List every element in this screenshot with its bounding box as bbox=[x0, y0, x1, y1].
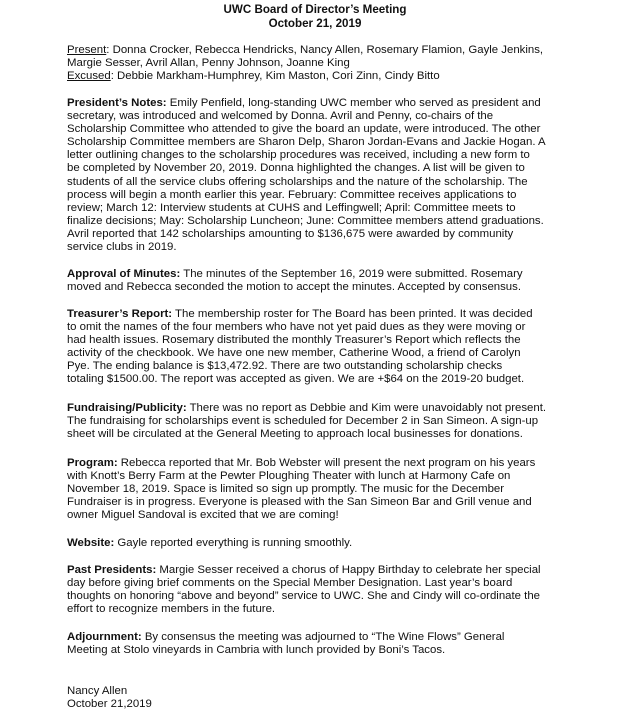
section-line: to omit the names of the four members who have not yet paid dues as they were moving or bbox=[67, 321, 526, 334]
section-line: with Knott’s Berry Farm at the Pewter Ploughing Theater with lunch at Harmony Cafe on bbox=[67, 470, 511, 483]
document-title: UWC Board of Director’s Meeting bbox=[223, 3, 407, 16]
signature-date: October 21,2019 bbox=[67, 698, 152, 711]
section-line: had health issues. Rosemary distributed the monthly Treasurer’s Report which reflects the bbox=[67, 334, 521, 347]
section-line: November 18, 2019. Space is limited so sign up promptly. The music for the December bbox=[67, 483, 505, 496]
present-line-2: Margie Sesser, Avril Allan, Penny Johnson, Joanne King bbox=[67, 57, 350, 70]
section-line: Pye. The ending balance is $13,472.92. There are two outstanding scholarship checks bbox=[67, 360, 503, 373]
section-line: letter outlining changes to the scholarship procedures was received, including a new form to bbox=[67, 149, 530, 162]
section-line: owner Miguel Sandoval is excited that we are coming! bbox=[67, 509, 339, 522]
section-line: day before giving brief comments on the Special Member Designation. Last year’s board bbox=[67, 577, 513, 590]
signature-block bbox=[67, 685, 627, 711]
section-line: By consensus the meeting was adjourned to “The Wine Flows” General bbox=[141, 631, 505, 643]
section-line: The minutes of the September 16, 2019 were submitted. Rosemary bbox=[180, 268, 523, 280]
section-line: The fundraising for scholarships event is scheduled for December 2 in San Simeon. A sign-up bbox=[67, 415, 539, 428]
section-presidents-notes bbox=[67, 97, 627, 254]
section-line: Scholarship Committee who attended to give the board an update, were introduced. The other bbox=[67, 123, 541, 136]
section-line: Rebecca reported that Mr. Bob Webster will present the next program on his years bbox=[117, 457, 536, 469]
section-line: students of all the service clubs offering scholarships and the nature of the scholarship. The bbox=[67, 175, 528, 188]
section-line: Fundraiser is in progress. Everyone is pleased with the San Simeon Bar and Grill venue and bbox=[67, 496, 532, 509]
section-line: activity of the checkbook. We have one new member, Catherine Wood, a friend of Carolyn bbox=[67, 347, 521, 360]
section-line: secretary, was introduced and welcomed by Donna. Avril and Penny, co-chairs of the bbox=[67, 110, 494, 123]
section-heading: Adjournment: bbox=[67, 631, 142, 643]
section-line: Meeting at Stolo vineyards in Cambria with lunch provided by Boni’s Tacos. bbox=[67, 644, 446, 657]
section-line: totaling $1500.00. The report was accepted as given. We are +$64 on the 2019-20 budget. bbox=[67, 373, 525, 386]
signature-name: Nancy Allen bbox=[67, 685, 128, 697]
section-line: service clubs in 2019. bbox=[67, 241, 177, 254]
section-heading: Approval of Minutes: bbox=[67, 268, 181, 280]
section-program bbox=[67, 457, 627, 522]
section-line: effort to recognize members in the future. bbox=[67, 603, 276, 616]
section-line: The membership roster for The Board has been printed. It was decided bbox=[172, 308, 533, 320]
excused-line bbox=[67, 70, 627, 83]
section-fundraising-publicity bbox=[67, 402, 627, 441]
section-line: sheet will be circulated at the General Meeting to approach local businesses for donations. bbox=[67, 428, 523, 441]
section-line: be completed by November 20, 2019. Donna highlighted the changes. A list will be given to bbox=[67, 162, 525, 175]
section-heading: Fundraising/Publicity: bbox=[67, 402, 187, 414]
attendance-block bbox=[67, 44, 627, 83]
section-heading: Past Presidents: bbox=[67, 564, 157, 576]
section-line: Emily Penfield, long-standing UWC member who served as president and bbox=[166, 97, 541, 109]
section-line: There was no report as Debbie and Kim were unavoidably not present. bbox=[186, 402, 547, 414]
section-line: thoughts on honoring “above and beyond” service to UWC. She and Cindy will co-ordinate the bbox=[67, 590, 540, 603]
present-text: : Donna Crocker, Rebecca Hendricks, Nancy Allen, Rosemary Flamion, Gayle Jenkins, bbox=[106, 44, 544, 56]
excused-label: Excused bbox=[67, 70, 111, 83]
section-adjournment bbox=[67, 631, 627, 657]
section-line: Scholarship Committee members are Sharon Delp, Sharon Jordan-Evans and Jackie Hogan. A bbox=[67, 136, 546, 149]
section-line: finalize decisions; May: Scholarship Luncheon; June: Committee members attend graduations. bbox=[67, 214, 544, 227]
section-line: Gayle reported everything is running smoothly. bbox=[114, 537, 353, 549]
section-heading: Website: bbox=[67, 537, 115, 549]
section-approval-of-minutes bbox=[67, 268, 627, 294]
section-line: moved and Rebecca seconded the motion to accept the minutes. Accepted by consensus. bbox=[67, 281, 522, 294]
section-heading: Treasurer’s Report: bbox=[67, 308, 173, 320]
present-label: Present bbox=[67, 44, 107, 56]
present-line bbox=[67, 44, 627, 57]
section-line: review; March 12: Interview students at CUHS and Leffingwell; April: Committee meets to bbox=[67, 201, 516, 214]
document-date: October 21, 2019 bbox=[268, 17, 362, 30]
section-line: process will begin a month earlier this year. February: Committee receives applications to bbox=[67, 188, 517, 201]
section-line: Margie Sesser received a chorus of Happy Birthday to celebrate her special bbox=[156, 564, 541, 576]
excused-text: : Debbie Markham-Humphrey, Kim Maston, Cori Zinn, Cindy Bitto bbox=[110, 70, 440, 83]
section-treasurers-report bbox=[67, 308, 627, 387]
section-past-presidents bbox=[67, 564, 627, 616]
section-website bbox=[67, 537, 627, 550]
section-heading: President’s Notes: bbox=[67, 97, 167, 109]
section-line: Avril reported that 142 scholarships amounting to $136,675 were awarded by community bbox=[67, 227, 514, 240]
section-heading: Program: bbox=[67, 457, 118, 469]
